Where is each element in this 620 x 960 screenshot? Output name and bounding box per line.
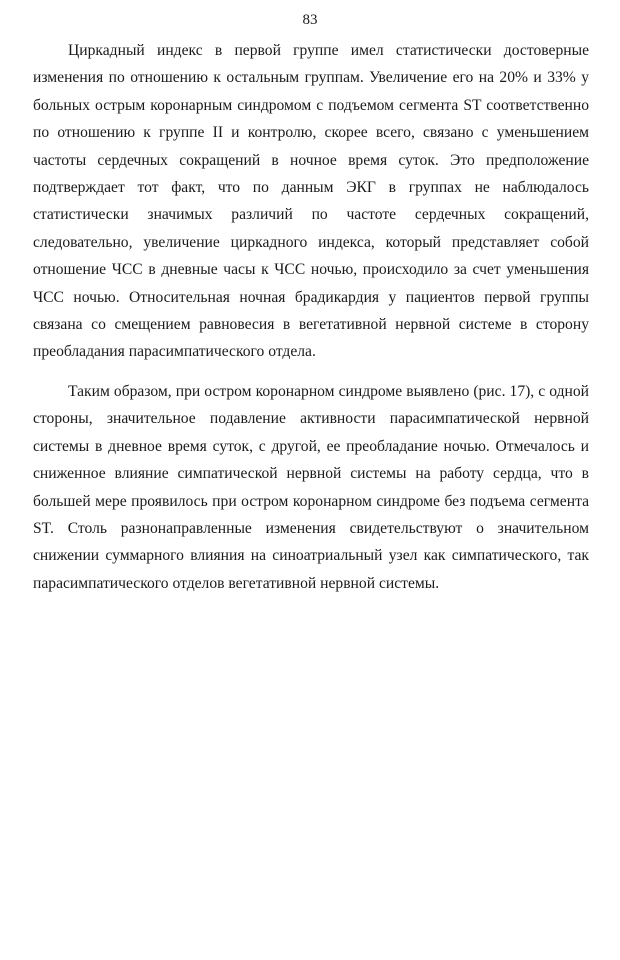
paragraph-conclusion: Таким образом, при остром коронарном синдроме выявлено (рис. 17), с одной стороны, значительное подавление активности парасимпатической нервной системы в дневное время суток, с другой, ее преобладание ночью. Отмечалось и сниженное влияние симпатической нервной системы на работу сердца, что в большей мере проявилось при остром коронарном синдроме без подъема сегмента ST. Столь разнонаправленные изменения свидетельствуют о значительном снижении суммарного влияния на синоатриальный узел как симпатического, так парасимпатического отделов вегетативной нервной системы. <box>33 382 589 592</box>
page-number: 83 <box>302 12 318 28</box>
paragraph-circadian-index: Циркадный индекс в первой группе имел статистически достоверные изменения по отношению к остальным группам. Увеличение его на 20% и 33% у больных острым коронарным синдромом с подъемом сегмента ST соответственно по отношению к группе II и контролю, скорее всего, связано с уменьшением частоты сердечных сокращений в ночное время суток. Это предположение подтверждает тот факт, что по данным ЭКГ в группах не наблюдалось статистически значимых различий по частоте сердечных сокращений, следовательно, увеличение циркадного индекса, который представляет собой отношение ЧСС в дневные часы к ЧСС ночью, происходило за счет уменьшения ЧСС ночью. Относительная ночная брадикардия у пациентов первой группы связана со смещением равновесия в вегетативной нервной системе в сторону преобладания парасимпатического отдела. <box>33 42 589 361</box>
body-text <box>33 37 589 597</box>
